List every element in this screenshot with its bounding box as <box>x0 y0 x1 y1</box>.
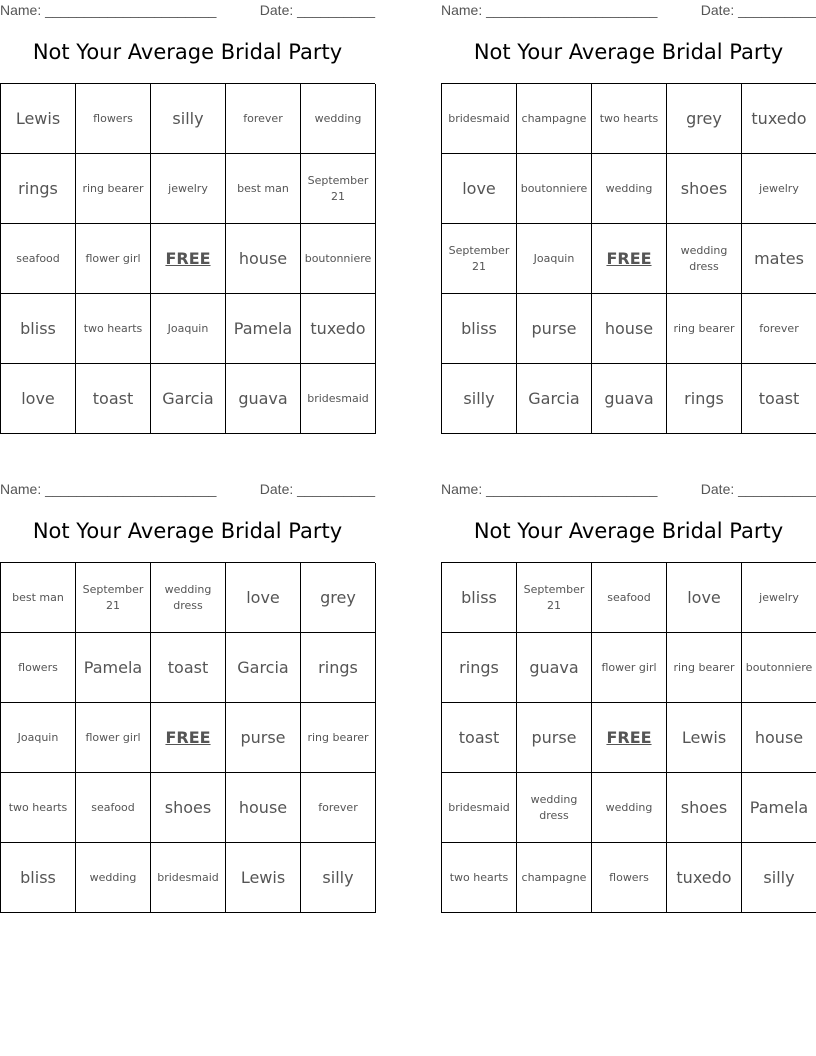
bingo-cell: best man <box>226 154 301 224</box>
bingo-cell: Pamela <box>76 633 151 703</box>
bingo-cell: forever <box>742 294 816 364</box>
bingo-cell: flower girl <box>592 633 667 703</box>
bingo-cell: shoes <box>667 154 742 224</box>
bingo-cell: bliss <box>442 294 517 364</box>
bingo-cell: house <box>592 294 667 364</box>
bingo-cell: silly <box>742 843 816 913</box>
bingo-cell: rings <box>442 633 517 703</box>
card-title: Not Your Average Bridal Party <box>32 40 343 64</box>
header-fields <box>441 2 816 20</box>
bingo-cell: September 21 <box>442 224 517 294</box>
header-fields <box>0 481 375 499</box>
name-field: Name: ______________________ <box>441 2 658 18</box>
bingo-cell: two hearts <box>1 773 76 843</box>
bingo-cell: purse <box>226 703 301 773</box>
bingo-cell: ring bearer <box>301 703 376 773</box>
header-fields <box>0 2 375 20</box>
bingo-cell: toast <box>151 633 226 703</box>
bingo-cell: love <box>667 563 742 633</box>
bingo-grid <box>441 83 816 434</box>
bingo-cell: forever <box>301 773 376 843</box>
bingo-cell: Pamela <box>226 294 301 364</box>
free-space: FREE <box>151 703 226 773</box>
bingo-cell: wedding <box>592 773 667 843</box>
bingo-cell: champagne <box>517 843 592 913</box>
free-space: FREE <box>592 224 667 294</box>
bingo-cell: Joaquin <box>151 294 226 364</box>
name-field: Name: ______________________ <box>0 2 217 18</box>
bingo-cell: ring bearer <box>667 633 742 703</box>
bingo-cell: flowers <box>76 84 151 154</box>
bingo-cell: rings <box>301 633 376 703</box>
bingo-cell: jewelry <box>742 154 816 224</box>
bingo-cell: bliss <box>442 563 517 633</box>
bingo-cell: silly <box>442 364 517 434</box>
bingo-cell: grey <box>667 84 742 154</box>
card-title: Not Your Average Bridal Party <box>32 519 343 543</box>
bingo-cell: bliss <box>1 294 76 364</box>
bingo-cell: Lewis <box>226 843 301 913</box>
header-fields <box>441 481 816 499</box>
bingo-cell: two hearts <box>592 84 667 154</box>
bingo-cell: Joaquin <box>517 224 592 294</box>
date-field: Date: __________ <box>259 2 375 18</box>
bingo-cell: seafood <box>1 224 76 294</box>
bingo-grid <box>441 562 816 913</box>
date-field: Date: __________ <box>700 481 816 497</box>
date-field: Date: __________ <box>700 2 816 18</box>
card-title: Not Your Average Bridal Party <box>473 519 784 543</box>
free-space: FREE <box>151 224 226 294</box>
bingo-cell: two hearts <box>76 294 151 364</box>
bingo-cell: seafood <box>592 563 667 633</box>
bingo-cell: flower girl <box>76 224 151 294</box>
bingo-cell: love <box>442 154 517 224</box>
bingo-cell: boutonniere <box>742 633 816 703</box>
name-field: Name: ______________________ <box>0 481 217 497</box>
bingo-cell: flowers <box>592 843 667 913</box>
bingo-cell: flower girl <box>76 703 151 773</box>
bingo-cell: ring bearer <box>667 294 742 364</box>
bingo-cell: tuxedo <box>667 843 742 913</box>
bingo-cell: two hearts <box>442 843 517 913</box>
bingo-cell: shoes <box>667 773 742 843</box>
bingo-cell: Lewis <box>667 703 742 773</box>
bingo-cell: wedding <box>592 154 667 224</box>
bingo-cell: Pamela <box>742 773 816 843</box>
bingo-cell: love <box>1 364 76 434</box>
bingo-cell: best man <box>1 563 76 633</box>
bingo-cell: ring bearer <box>76 154 151 224</box>
bingo-cell: boutonniere <box>517 154 592 224</box>
bingo-cell: Joaquin <box>1 703 76 773</box>
bingo-cell: silly <box>151 84 226 154</box>
bingo-cell: forever <box>226 84 301 154</box>
bingo-cell: house <box>226 773 301 843</box>
card-title: Not Your Average Bridal Party <box>473 40 784 64</box>
bingo-cell: seafood <box>76 773 151 843</box>
bingo-cell: silly <box>301 843 376 913</box>
bingo-cell: house <box>742 703 816 773</box>
bingo-cell: guava <box>517 633 592 703</box>
bingo-cell: champagne <box>517 84 592 154</box>
bingo-cell: bridesmaid <box>301 364 376 434</box>
bingo-cell: September 21 <box>76 563 151 633</box>
bingo-cell: love <box>226 563 301 633</box>
bingo-cell: rings <box>667 364 742 434</box>
bingo-cell: toast <box>442 703 517 773</box>
bingo-cell: shoes <box>151 773 226 843</box>
bingo-cell: boutonniere <box>301 224 376 294</box>
bingo-cell: Garcia <box>226 633 301 703</box>
bingo-cell: mates <box>742 224 816 294</box>
free-space: FREE <box>592 703 667 773</box>
bingo-cell: purse <box>517 703 592 773</box>
bingo-cell: wedding <box>76 843 151 913</box>
bingo-cell: jewelry <box>742 563 816 633</box>
bingo-cell: Garcia <box>151 364 226 434</box>
bingo-cell: bridesmaid <box>442 84 517 154</box>
bingo-grid <box>0 562 375 913</box>
bingo-cell: September 21 <box>517 563 592 633</box>
bingo-cell: Lewis <box>1 84 76 154</box>
bingo-cell: tuxedo <box>301 294 376 364</box>
bingo-cell: tuxedo <box>742 84 816 154</box>
bingo-cell: wedding <box>301 84 376 154</box>
bingo-cell: bridesmaid <box>151 843 226 913</box>
bingo-cell: guava <box>592 364 667 434</box>
bingo-cell: September 21 <box>301 154 376 224</box>
bingo-cell: rings <box>1 154 76 224</box>
bingo-cell: guava <box>226 364 301 434</box>
bingo-cell: wedding dress <box>667 224 742 294</box>
date-field: Date: __________ <box>259 481 375 497</box>
bingo-cell: house <box>226 224 301 294</box>
bingo-cell: Garcia <box>517 364 592 434</box>
name-field: Name: ______________________ <box>441 481 658 497</box>
bingo-cell: wedding dress <box>151 563 226 633</box>
bingo-cell: toast <box>76 364 151 434</box>
bingo-cell: toast <box>742 364 816 434</box>
bingo-cell: jewelry <box>151 154 226 224</box>
bingo-grid <box>0 83 375 434</box>
bingo-cell: bliss <box>1 843 76 913</box>
bingo-cell: wedding dress <box>517 773 592 843</box>
bingo-cell: grey <box>301 563 376 633</box>
bingo-cell: bridesmaid <box>442 773 517 843</box>
bingo-cell: purse <box>517 294 592 364</box>
bingo-cell: flowers <box>1 633 76 703</box>
